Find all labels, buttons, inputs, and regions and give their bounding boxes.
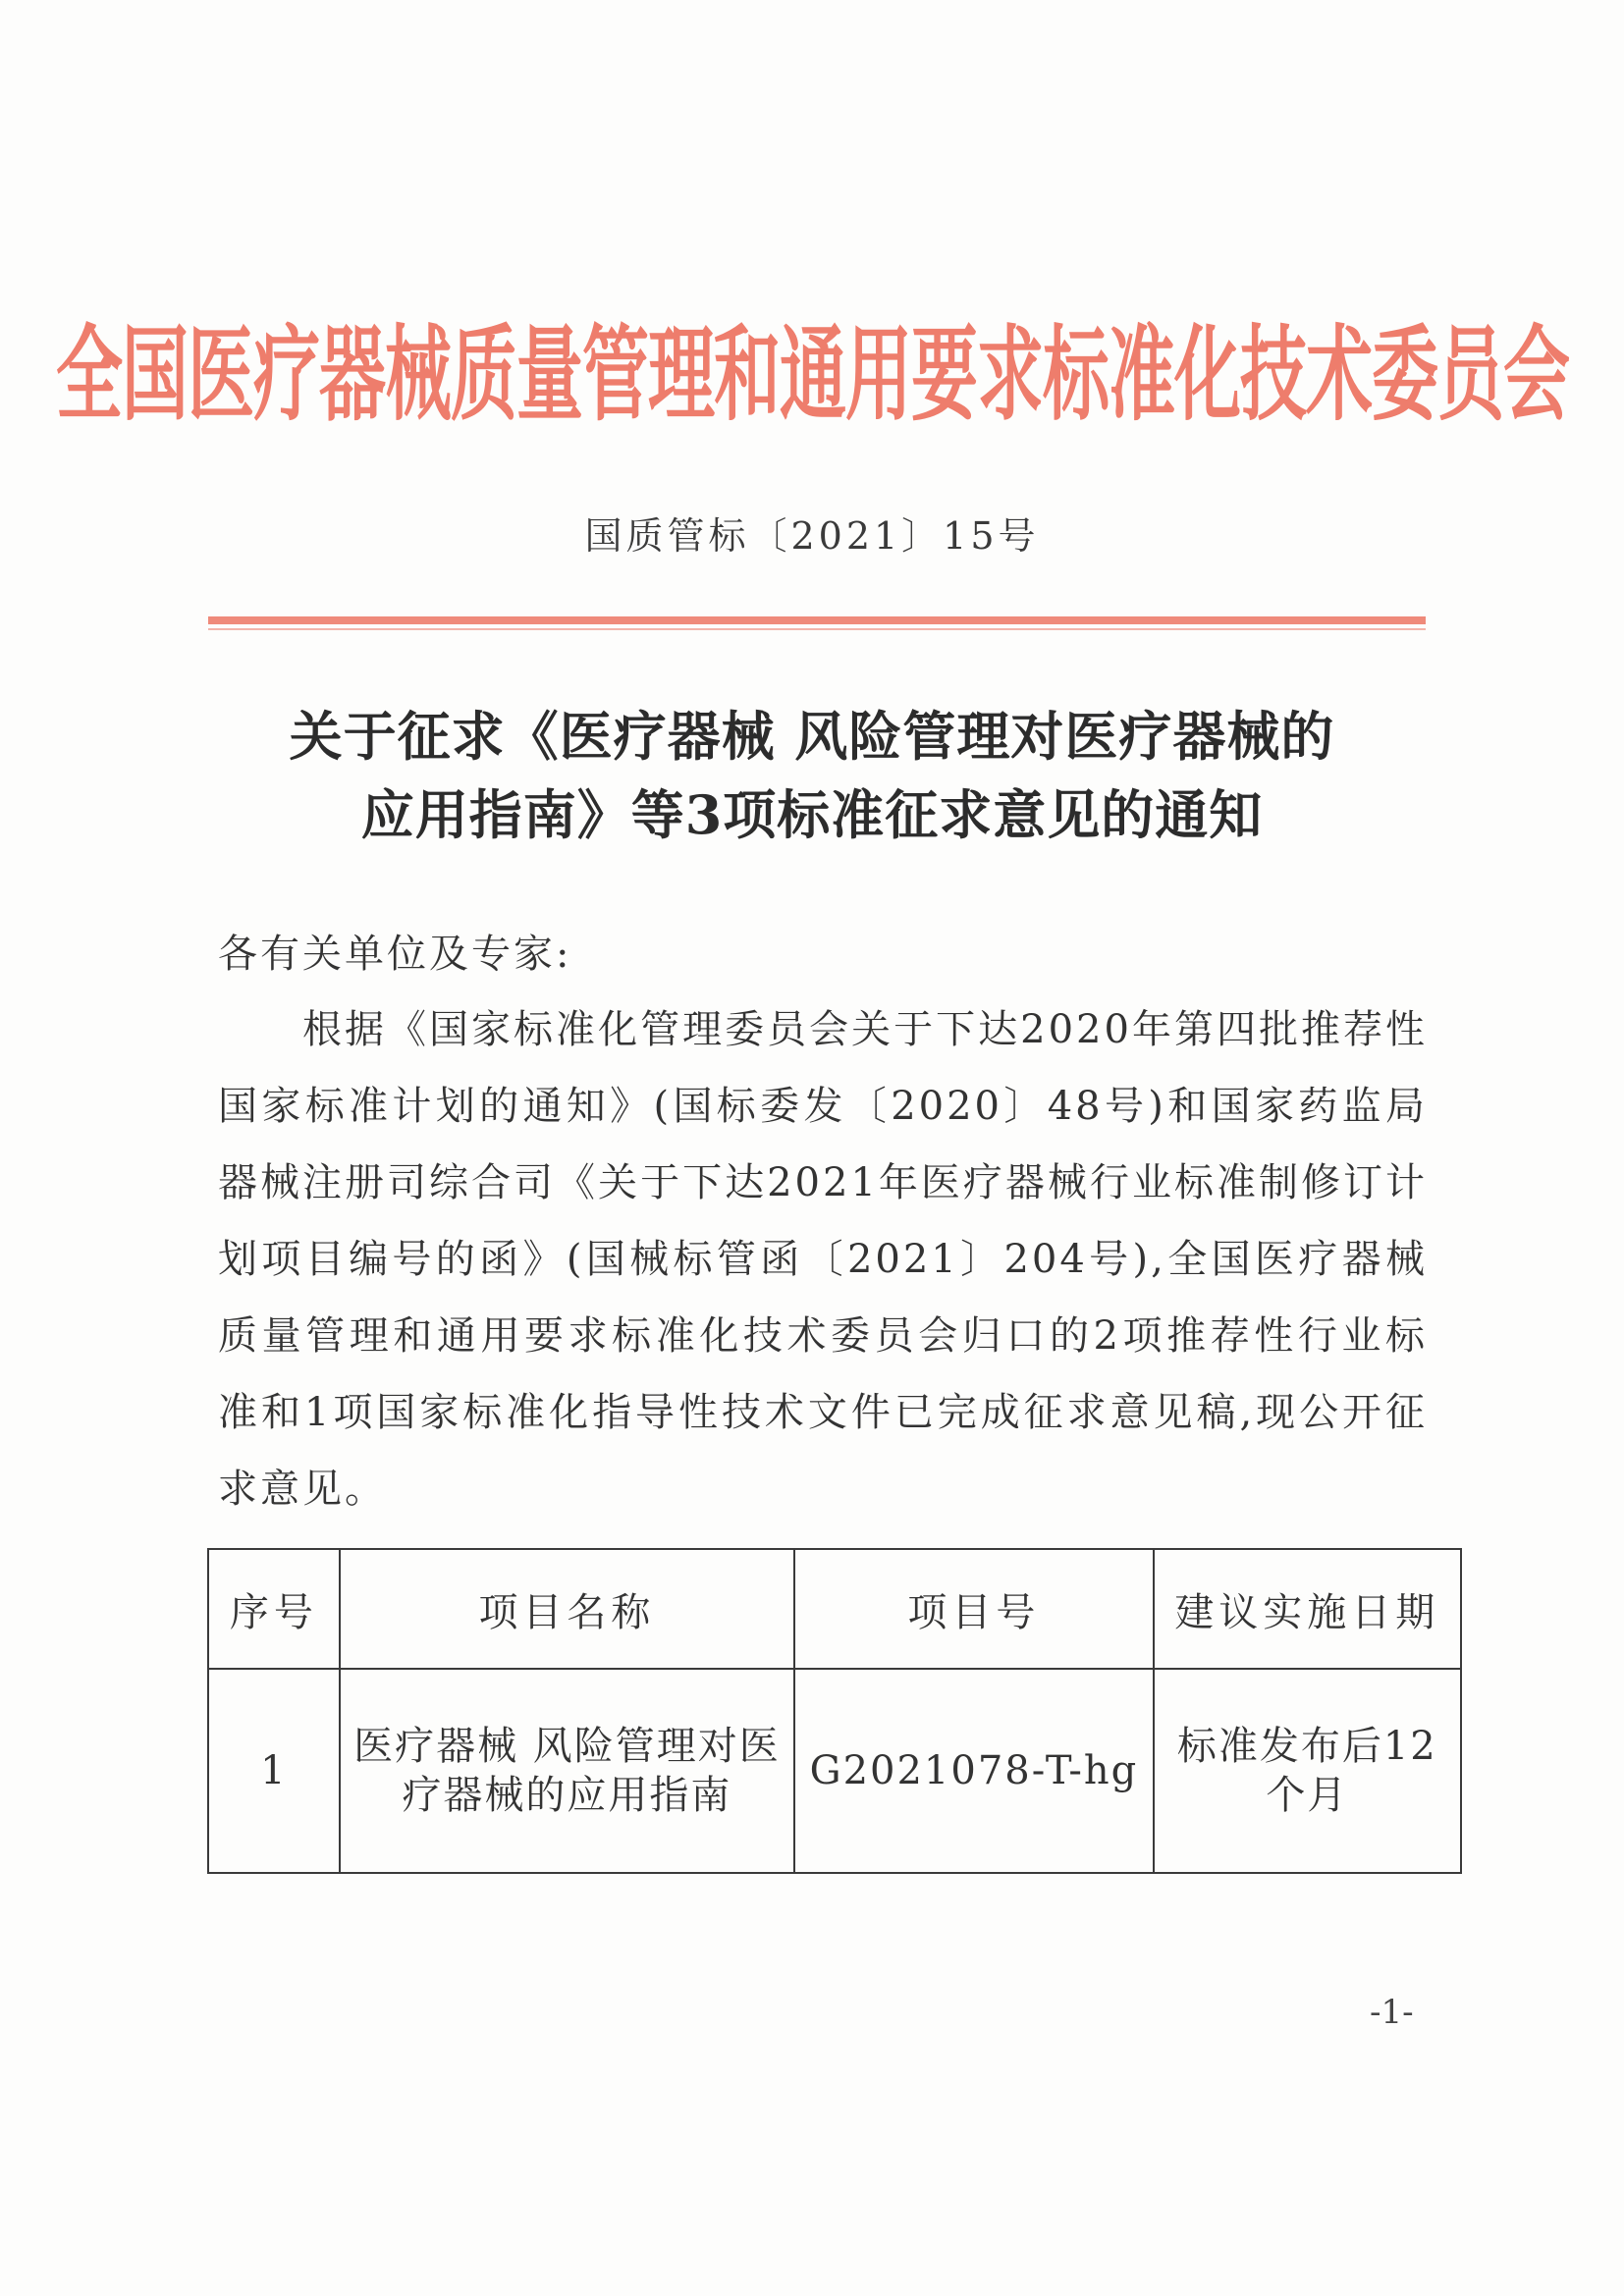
red-divider-thin — [208, 628, 1426, 630]
notice-title — [196, 697, 1428, 854]
header-seq: 序号 — [208, 1549, 340, 1669]
header-name: 项目名称 — [340, 1549, 795, 1669]
org-masthead: 全国医疗器械质量管理和通用要求标准化技术委员会 — [56, 315, 1570, 436]
header-code: 项目号 — [794, 1549, 1153, 1669]
cell-code: G2021078-T-hg — [794, 1669, 1153, 1873]
cell-seq: 1 — [208, 1669, 340, 1873]
body-text: 根据《国家标准化管理委员会关于下达2020年第四批推荐性国家标准计划的通知》(国标委发〔2020〕48号)和国家药监局器械注册司综合司《关于下达2021年医疗器械行业标准制修订计划项目编号的函》(国械标管函〔2021〕204号),全国医疗器械质量管理和通用要求标准化技术委员会归口的2项推荐性行业标准和1项国家标准化指导性技术文件已完成征求意见稿,现公开征求意见。 — [218, 1007, 1428, 1512]
standards-table — [207, 1548, 1462, 1874]
body-paragraph — [218, 991, 1428, 1527]
title-line-1: 关于征求《医疗器械 风险管理对医疗器械的 — [289, 705, 1335, 768]
cell-date: 标准发布后12个月 — [1154, 1669, 1461, 1873]
cell-name: 医疗器械 风险管理对医疗器械的应用指南 — [340, 1669, 795, 1873]
salutation: 各有关单位及专家: — [218, 932, 572, 977]
table-header-row — [208, 1549, 1461, 1669]
table-row — [208, 1669, 1461, 1873]
red-divider — [208, 616, 1426, 624]
header-date: 建议实施日期 — [1154, 1549, 1461, 1669]
title-line-2: 应用指南》等3项标准征求意见的通知 — [360, 783, 1264, 846]
page-number: -1- — [1370, 1993, 1414, 2032]
document-number: 国质管标〔2021〕15号 — [584, 514, 1040, 558]
